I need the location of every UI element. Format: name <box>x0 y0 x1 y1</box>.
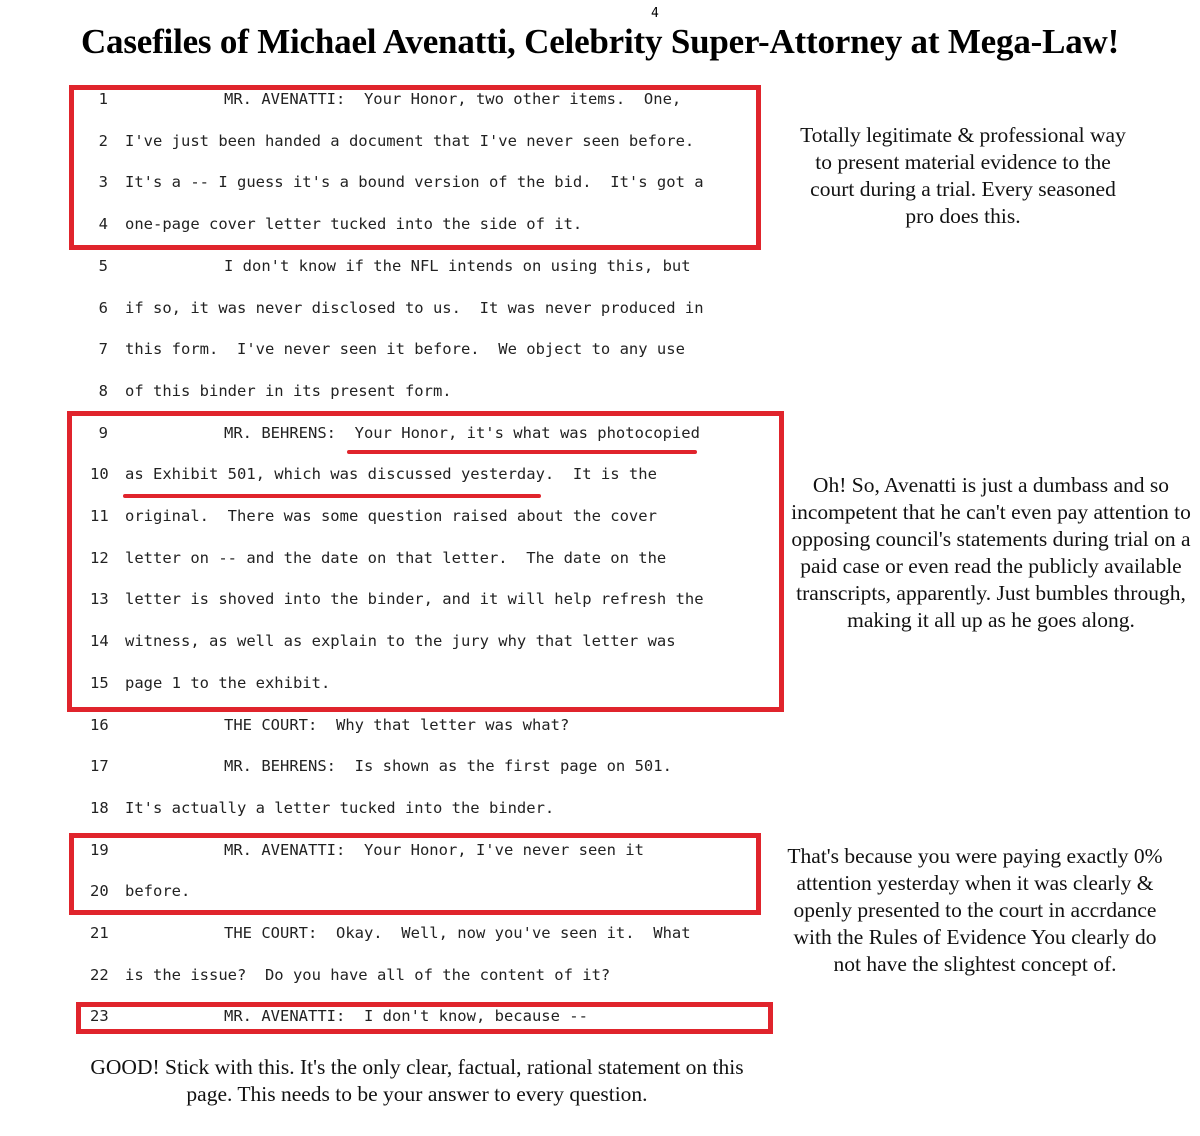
line-text: MR. AVENATTI: I don't know, because -- <box>224 1007 588 1025</box>
underline-line-9 <box>347 450 697 454</box>
highlight-box-lines-1-4 <box>69 85 761 250</box>
underline-line-10 <box>123 494 541 498</box>
line-number: 1 <box>98 90 108 108</box>
line-number: 14 <box>90 632 109 650</box>
line-number: 20 <box>90 882 109 900</box>
line-text: THE COURT: Why that letter was what? <box>224 716 570 734</box>
line-text: page 1 to the exhibit. <box>125 674 331 692</box>
annotation-note-4: GOOD! Stick with this. It's the only clear, factual, rational statement on this page. This needs to be your answer to every question. <box>90 1055 744 1106</box>
line-number: 17 <box>90 757 109 775</box>
line-number: 4 <box>98 215 108 233</box>
annotation-note-1: Totally legitimate & professional way to present material evidence to the court during a trial. Every seasoned pro does this. <box>800 123 1126 228</box>
line-number: 2 <box>98 132 108 150</box>
line-text: this form. I've never seen it before. We object to any use <box>125 340 685 358</box>
line-text: It's actually a letter tucked into the binder. <box>125 799 555 817</box>
line-number: 13 <box>90 590 109 608</box>
line-number: 19 <box>90 841 109 859</box>
line-number: 22 <box>90 966 109 984</box>
line-number: 7 <box>98 340 108 358</box>
line-text: as Exhibit 501, which was discussed yesterday. It is the <box>125 465 657 483</box>
line-text: It's a -- I guess it's a bound version of the bid. It's got a <box>125 173 704 191</box>
line-text: THE COURT: Okay. Well, now you've seen it. What <box>224 924 691 942</box>
line-text: MR. AVENATTI: Your Honor, two other items. One, <box>224 90 682 108</box>
highlight-box-lines-9-15 <box>67 411 784 712</box>
line-number: 6 <box>98 299 108 317</box>
line-text: MR. BEHRENS: Is shown as the first page on 501. <box>224 757 672 775</box>
line-number: 21 <box>90 924 109 942</box>
line-text: letter on -- and the date on that letter. The date on the <box>125 549 667 567</box>
annotation-note-2: Oh! So, Avenatti is just a dumbass and so incompetent that he can't even pay attention to opposing council's statements during trial on a paid case or even read the publicly available transcripts, apparently. Just bumbles through, making it all up as he goes along. <box>791 473 1191 632</box>
line-text: original. There was some question raised about the cover <box>125 507 657 525</box>
line-text: MR. AVENATTI: Your Honor, I've never seen it <box>224 841 644 859</box>
line-number: 8 <box>98 382 108 400</box>
line-number: 5 <box>98 257 108 275</box>
line-number: 12 <box>90 549 109 567</box>
line-number: 15 <box>90 674 109 692</box>
line-text: I've just been handed a document that I've never seen before. <box>125 132 695 150</box>
annotation-note-3: That's because you were paying exactly 0% attention yesterday when it was clearly & openly presented to the court in accrdance with the Rules of Evidence You clearly do not have the slightest concept of. <box>787 844 1163 976</box>
line-number: 18 <box>90 799 109 817</box>
line-text: I don't know if the NFL intends on using this, but <box>224 257 691 275</box>
line-text: MR. BEHRENS: Your Honor, it's what was photocopied <box>224 424 700 442</box>
line-number: 10 <box>90 465 109 483</box>
line-text: of this binder in its present form. <box>125 382 452 400</box>
line-text: letter is shoved into the binder, and it will help refresh the <box>125 590 704 608</box>
highlight-box-line-23 <box>76 1002 773 1034</box>
line-number: 9 <box>98 424 108 442</box>
line-number: 3 <box>98 173 108 191</box>
line-number: 16 <box>90 716 109 734</box>
line-text: before. <box>125 882 191 900</box>
line-text: is the issue? Do you have all of the content of it? <box>125 966 611 984</box>
page-title: Casefiles of Michael Avenatti, Celebrity Super-Attorney at Mega-Law! <box>80 22 1120 61</box>
line-number: 23 <box>90 1007 109 1025</box>
line-text: if so, it was never disclosed to us. It was never produced in <box>125 299 704 317</box>
highlight-box-lines-19-20 <box>69 833 761 915</box>
line-number: 11 <box>90 507 109 525</box>
page-number: 4 <box>651 6 659 21</box>
line-text: one-page cover letter tucked into the side of it. <box>125 215 583 233</box>
line-text: witness, as well as explain to the jury why that letter was <box>125 632 676 650</box>
